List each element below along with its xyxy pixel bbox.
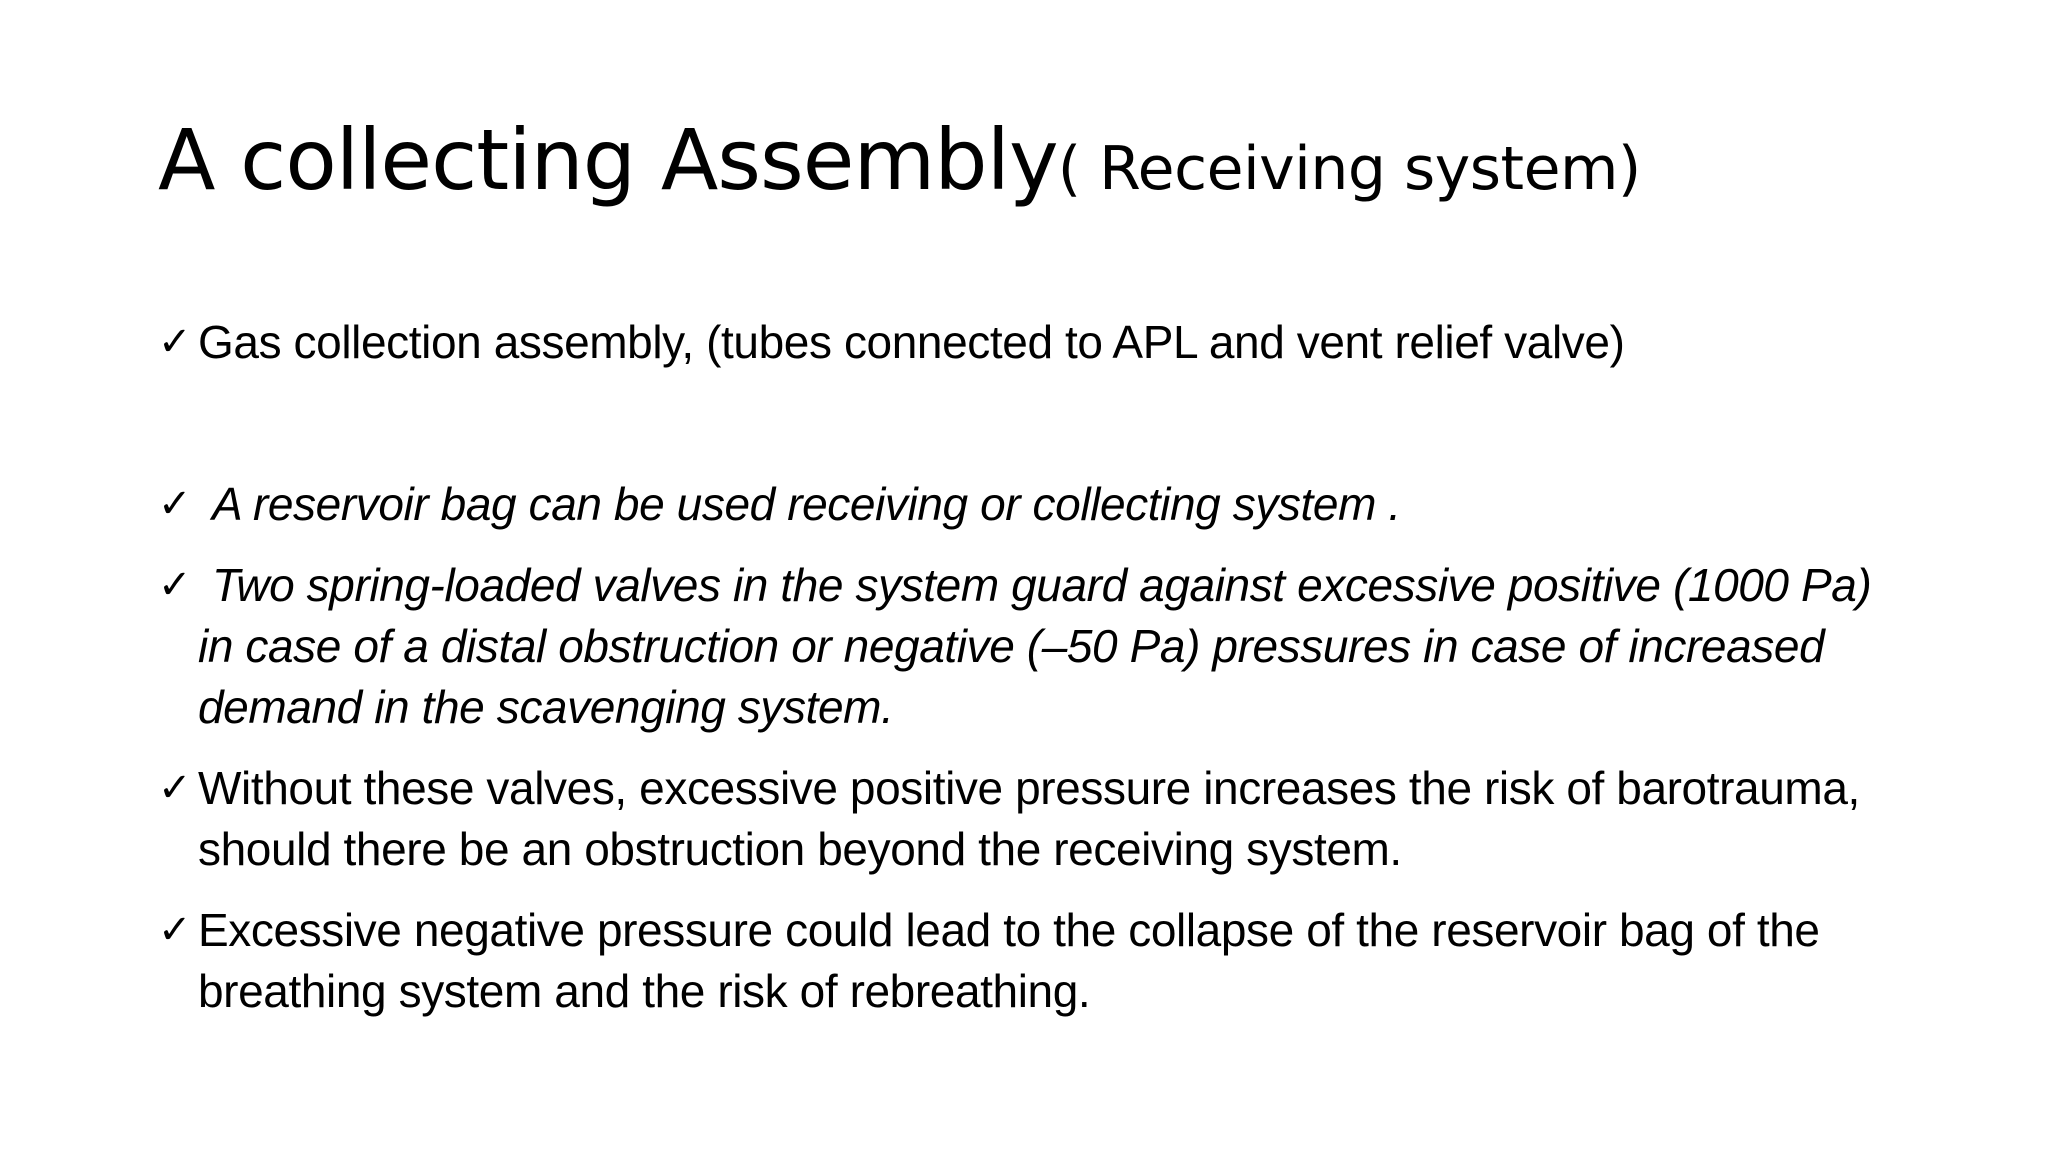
bullet-item — [158, 555, 1898, 738]
bullet-list — [158, 312, 1898, 1042]
bullet-item — [158, 758, 1898, 880]
bullet-item — [158, 474, 1898, 535]
bullet-text: Excessive negative pressure could lead to the collapse of the reservoir bag of the breathing system and the risk of rebreathing. — [198, 904, 1820, 1017]
title-main: A collecting Assembly — [158, 111, 1058, 209]
checkmark-icon: ✓ — [158, 319, 192, 365]
slide-title — [158, 111, 1918, 209]
checkmark-icon: ✓ — [158, 765, 192, 811]
bullet-item — [158, 900, 1898, 1022]
bullet-text: A reservoir bag can be used receiving or collecting system . — [212, 478, 1401, 530]
bullet-text: Gas collection assembly, (tubes connected to APL and vent relief valve) — [198, 316, 1625, 368]
checkmark-icon: ✓ — [158, 481, 192, 527]
bullet-text: Two spring-loaded valves in the system guard against excessive positive (1000 Pa) in case of a distal obstruction or negative (–50 Pa) pressures in case of increased demand in the scavenging system. — [198, 559, 1872, 733]
bullet-text: Without these valves, excessive positive pressure increases the risk of barotrauma, should there be an obstruction beyond the receiving system. — [198, 762, 1860, 875]
checkmark-icon: ✓ — [158, 562, 192, 608]
checkmark-icon: ✓ — [158, 907, 192, 953]
title-sub: ( Receiving system) — [1057, 134, 1641, 204]
bullet-item — [158, 312, 1898, 373]
